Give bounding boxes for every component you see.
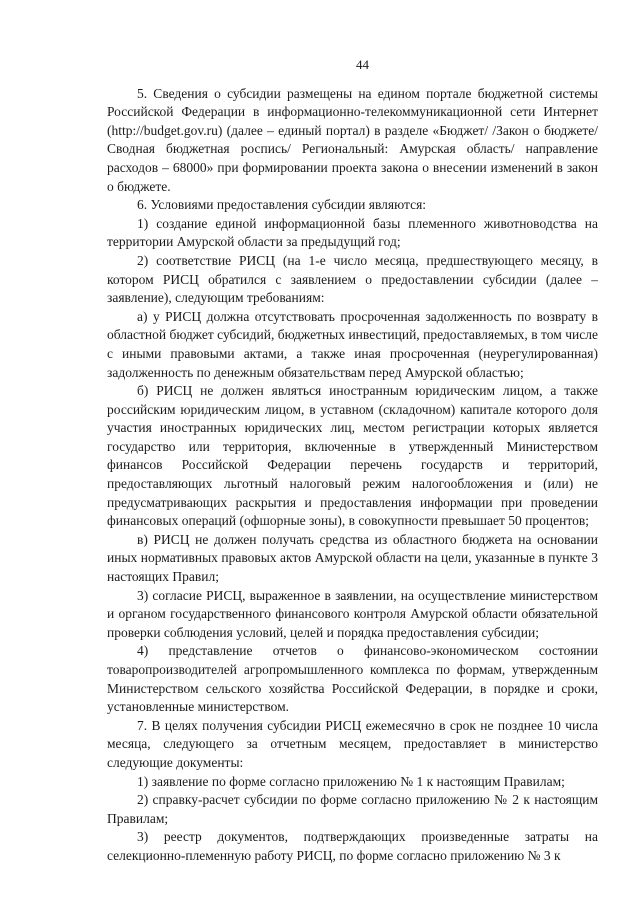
document-3: 3) реестр документов, подтверждающих произведенные затраты на селекционно-племенную работу РИСЦ, по форме согласно приложению № 3 к bbox=[107, 829, 598, 863]
condition-3: 3) согласие РИСЦ, выраженное в заявлении, на осуществление министерством и органом государственного финансового контроля Амурской области обязательной проверки соблюдения условий, целей и порядка предоставления субсидии; bbox=[107, 587, 598, 640]
page-number: 44 bbox=[356, 57, 369, 72]
condition-4: 4) представление отчетов о финансово-экономическом состоянии товаропроизводителей агропромышленного комплекса по формам, утвержденным Министерством сельского хозяйства Российской Федерации, в порядке и сроки, установленные министерством. bbox=[107, 643, 598, 715]
document-2: 2) справку-расчет субсидии по форме согласно приложению № 2 к настоящим Правилам; bbox=[107, 792, 598, 826]
condition-2: 2) соответствие РИСЦ (на 1-е число месяца, предшествующего месяцу, в котором РИСЦ обратился с заявлением о предоставлении субсидии (далее – заявление), следующим требованиям: bbox=[107, 252, 598, 306]
condition-1: 1) создание единой информационной базы племенного животноводства на территории Амурской области за предыдущий год; bbox=[107, 215, 598, 250]
document-body bbox=[107, 85, 598, 866]
paragraph-5-subsidy-info: 5. Сведения о субсидии размещены на едином портале бюджетной системы Российской Федерации в информационно-телекоммуникационной сети Интернет (http://budget.gov.ru) (далее – единый портал) в разделе «Бюджет/ /Закон о бюджете/ Сводная бюджетная роспись/ Региональный: Амурская область/ направление расходов – 68000» при формировании проекта закона о внесении изменений в закон о бюджете. bbox=[107, 85, 598, 194]
paragraph-6-conditions: 6. Условиями предоставления субсидии являются: bbox=[137, 197, 427, 213]
condition-2v: в) РИСЦ не должен получать средства из областного бюджета на основании иных нормативных правовых актов Амурской области на цели, указанные в пункте 3 настоящих Правил; bbox=[107, 531, 598, 585]
condition-2b: б) РИСЦ не должен являться иностранным юридическим лицом, а также российским юридическим лицом, в уставном (складочном) капитале которого доля участия иностранных юридических лиц, местом регистрации которых является государство или территория, включенные в утвержденный Министерством финансов Российской Федерации перечень государств и территорий, предоставляющих льготный налоговый режим налогообложения и (или) не предусматривающих раскрытия и предоставления информации при проведении финансовых операций (офшорные зоны), в совокупности превышает 50 процентов; bbox=[107, 383, 598, 529]
document-1: 1) заявление по форме согласно приложению № 1 к настоящим Правилам; bbox=[137, 773, 565, 789]
paragraph-7-documents: 7. В целях получения субсидии РИСЦ ежемесячно в срок не позднее 10 числа месяца, следующего за отчетным месяцем, предоставляет в министерство следующие документы: bbox=[107, 717, 598, 770]
condition-2a: а) у РИСЦ должна отсутствовать просроченная задолженность по возврату в областной бюджет субсидий, бюджетных инвестиций, предоставляемых, в том числе с иными правовыми актами, а также иная просроченная (неурегулированная) задолженность по денежным обязательствам перед Амурской областью; bbox=[107, 308, 598, 380]
